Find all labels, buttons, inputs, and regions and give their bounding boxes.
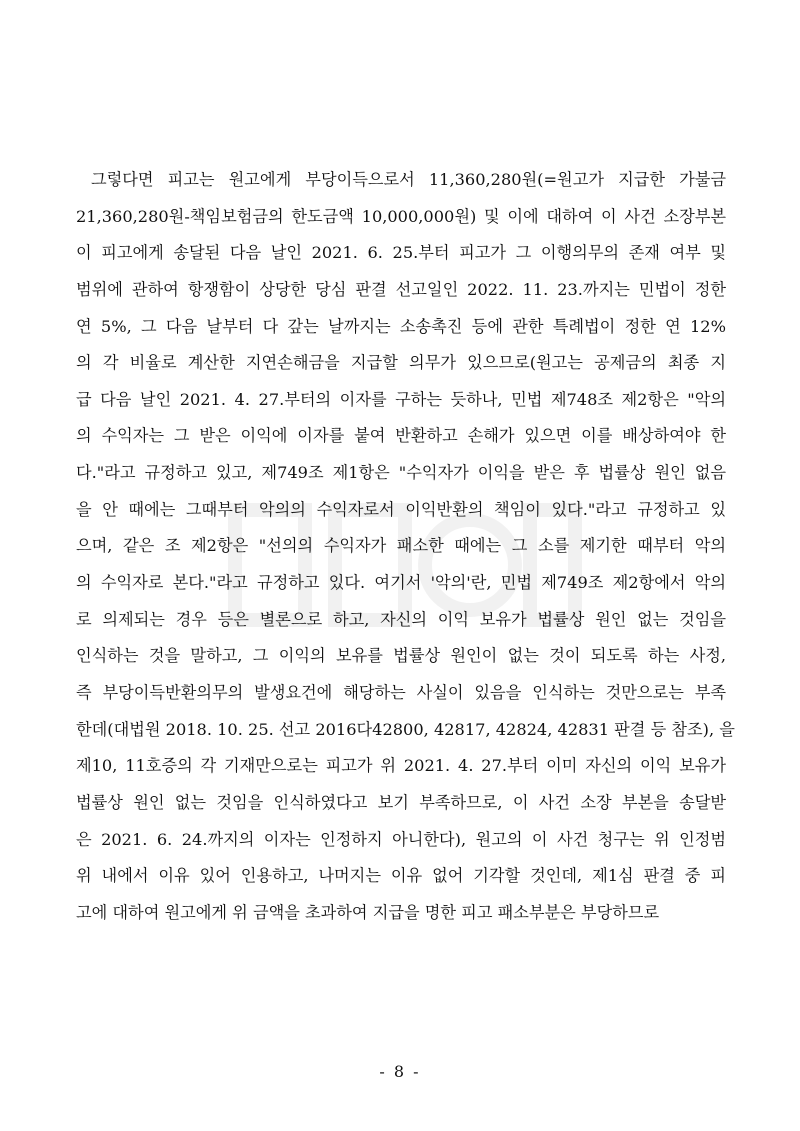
text-line: 로 의제되는 경우 등은 별론으로 하고, 자신의 이익 보유가 법률상 원인 없는 것임을 [76, 609, 726, 629]
text-line: 법률상 원인 없는 것임을 인식하였다고 보기 부족하므로, 이 사건 소장 부본을 송달받 [76, 792, 726, 812]
text-line: 고에 대하여 원고에게 위 금액을 초과하여 지급을 명한 피고 패소부분은 부당하므로 [76, 902, 660, 922]
text-line: 위 내에서 이유 있어 인용하고, 나머지는 이유 없어 기각할 것인데, 제1심 판결 중 피 [76, 866, 726, 886]
text-line: 제10, 11호증의 각 기재만으로는 피고가 위 2021. 4. 27.부터 이미 자신의 이익 보유가 [76, 756, 726, 776]
text-line: 을 안 때에는 그때부터 악의의 수익자로서 이익반환의 책임이 있다."라고 규정하고 있 [76, 499, 726, 519]
text-line: 다."라고 규정하고 있고, 제749조 제1항은 "수익자가 이익을 받은 후 법률상 원인 없음 [76, 463, 726, 483]
text-line: 이 피고에게 송달된 다음 날인 2021. 6. 25.부터 피고가 그 이행의무의 존재 여부 및 [76, 243, 726, 263]
text-line: 한데(대법원 2018. 10. 25. 선고 2016다42800, 42817, 42824, 42831 판결 등 참조), 을 [76, 719, 735, 739]
text-line: 범위에 관하여 항쟁함이 상당한 당심 판결 선고일인 2022. 11. 23.까지는 민법이 정한 [76, 279, 726, 299]
text-line: 의 수익자는 그 받은 이익에 이자를 붙여 반환하고 손해가 있으면 이를 배상하여야 한 [76, 426, 726, 446]
page-number: - 8 - [379, 1062, 421, 1081]
text-line: 은 2021. 6. 24.까지의 이자는 인정하지 아니한다), 원고의 이 사건 청구는 위 인정범 [76, 829, 726, 849]
text-line: 의 수익자로 본다."라고 규정하고 있다. 여기서 '악의'란, 민법 제749조 제2항에서 악의 [76, 573, 726, 593]
text-line: 21,360,280원-책임보험금의 한도금액 10,000,000원) 및 이에 대하여 이 사건 소장부본 [76, 206, 726, 226]
body-text [76, 162, 735, 931]
text-line: 급 다음 날인 2021. 4. 27.부터의 이자를 구하는 듯하나, 민법 제748조 제2항은 "악의 [76, 389, 726, 409]
text-line: 연 5%, 그 다음 날부터 다 갚는 날까지는 소송촉진 등에 관한 특례법이 정한 연 12% [76, 316, 726, 336]
text-line: 그렇다면 피고는 원고에게 부당이득으로서 11,360,280원(=원고가 지급한 가불금 [91, 170, 726, 189]
text-line: 의 각 비율로 계산한 지연손해금을 지급할 의무가 있으므로(원고는 공제금의 최종 지 [76, 353, 726, 373]
text-line: 으며, 같은 조 제2항은 "선의의 수익자가 패소한 때에는 그 소를 제기한 때부터 악의 [76, 536, 726, 556]
text-line: 즉 부당이득반환의무의 발생요건에 해당하는 사실이 있음을 인식하는 것만으로는 부족 [76, 682, 726, 702]
text-line: 인식하는 것을 말하고, 그 이익의 보유를 법률상 원인이 없는 것이 되도록 하는 사정, [76, 646, 726, 666]
